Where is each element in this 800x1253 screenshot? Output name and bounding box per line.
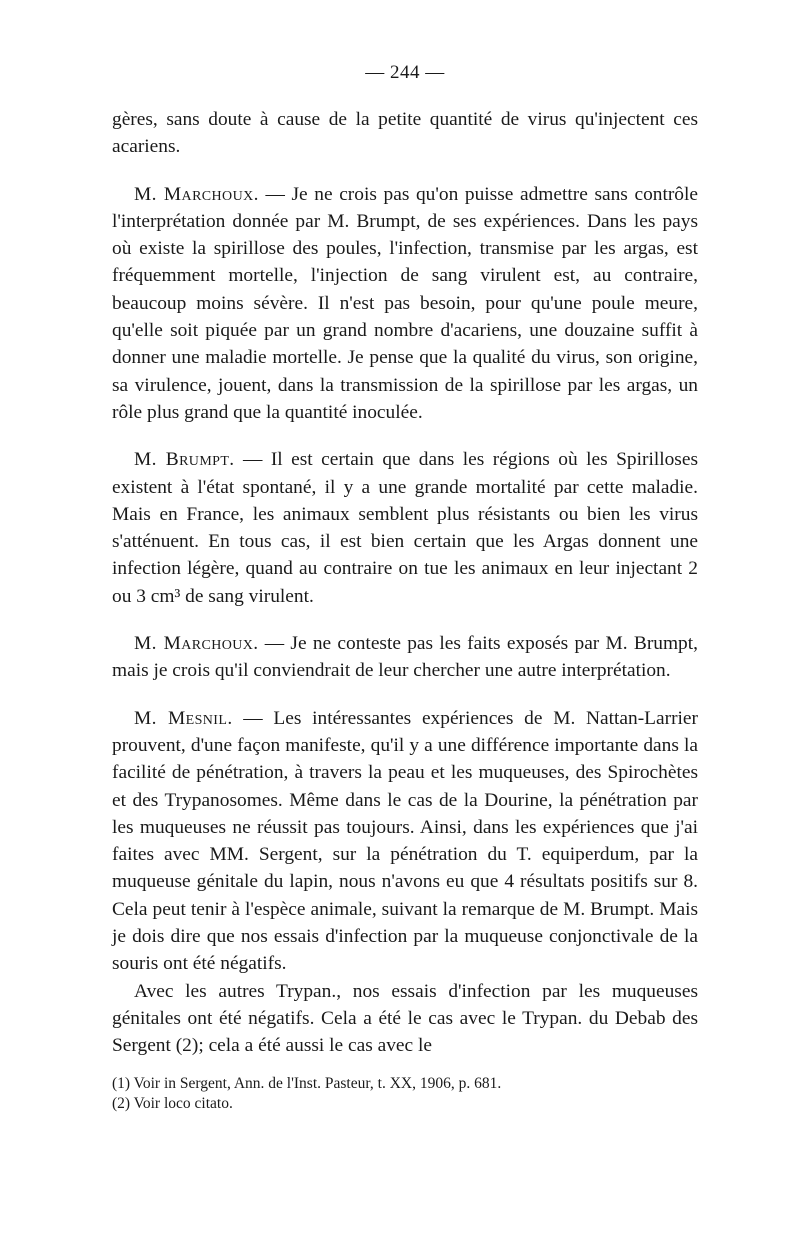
speaker-name: M. Marchoux. (134, 183, 259, 205)
paragraph-text: — Je ne crois pas qu'on puisse admettre sans contrôle l'interprétation donnée par M. Brumpt, de ses expériences. Dans les pays où existe la spirillose des poules, l'infection, transmise par les argas, est fréquemment mortelle, l'injection de sang virulent est, au contraire, beaucoup moins sévère. Il n'est pas besoin, pour qu'une poule meure, qu'elle soit piquée par un grand nombre d'acariens, une douzaine suffit à donner une maladie mortelle. Je pense que la qualité du virus, son origine, sa virulence, jouent, dans la transmission de la spirillose par les argas, un rôle plus grand que la quantité inoculée. (112, 183, 698, 423)
paragraph-marchoux-1 (112, 181, 698, 427)
document-page (112, 62, 698, 1114)
paragraph-text: — Il est certain que dans les régions où les Spirilloses existent à l'état spontané, il y a une grande mortalité par cette maladie. Mais en France, les animaux semblent plus résistants ou bien les virus s'atténuent. En tous cas, il est bien certain que les Argas donnent une infection légère, quand au contraire on tue les animaux en leur injectant 2 ou 3 cm³ de sang virulent. (112, 449, 698, 607)
footnote-2: (2) Voir loco citato. (112, 1094, 233, 1112)
speaker-name: M. Marchoux. (134, 633, 259, 655)
speaker-name: M. Mesnil. (134, 707, 233, 729)
speaker-name: M. Brumpt. (134, 449, 235, 471)
paragraph-mesnil (112, 705, 698, 978)
paragraph-marchoux-2 (112, 630, 698, 685)
page-number: — 244 — (365, 62, 445, 83)
footnote-1: (1) Voir in Sergent, Ann. de l'Inst. Pasteur, t. XX, 1906, p. 681. (112, 1074, 502, 1092)
paragraph-text: — Les intéressantes expériences de M. Nattan-Larrier prouvent, d'une façon manifeste, qu'il y a une différence importante dans la facilité de pénétration, à travers la peau et les muqueuses, des Spirochètes et des Trypanosomes. Même dans le cas de la Dourine, la pénétration par les muqueuses ne réussit pas toujours. Ainsi, dans les expériences que j'ai faites avec MM. Sergent, sur la pénétration du T. equiperdum, par la muqueuse génitale du lapin, nous n'avons eu que 4 résultats positifs sur 8. Cela peut tenir à l'espèce animale, suivant la remarque de M. Brumpt. Mais je dois dire que nos essais d'infection par la muqueuse conjonctivale de la souris ont été négatifs. (112, 707, 698, 975)
paragraph-text: — Je ne conteste pas les faits exposés par M. Brumpt, mais je crois qu'il conviendrait de leur chercher une autre interprétation. (112, 633, 698, 682)
paragraph-brumpt (112, 446, 698, 610)
paragraph-text: Avec les autres Trypan., nos essais d'infection par les muqueuses génitales ont été négatifs. Cela a été le cas avec le Trypan. du Debab des Sergent (2); cela a été aussi le cas avec le (112, 980, 698, 1057)
paragraph-mesnil-continued (112, 978, 698, 1060)
footnotes (112, 1074, 698, 1114)
paragraph-text: gères, sans doute à cause de la petite quantité de virus qu'injectent ces acariens. (112, 109, 698, 158)
paragraph-continuation (112, 106, 698, 161)
